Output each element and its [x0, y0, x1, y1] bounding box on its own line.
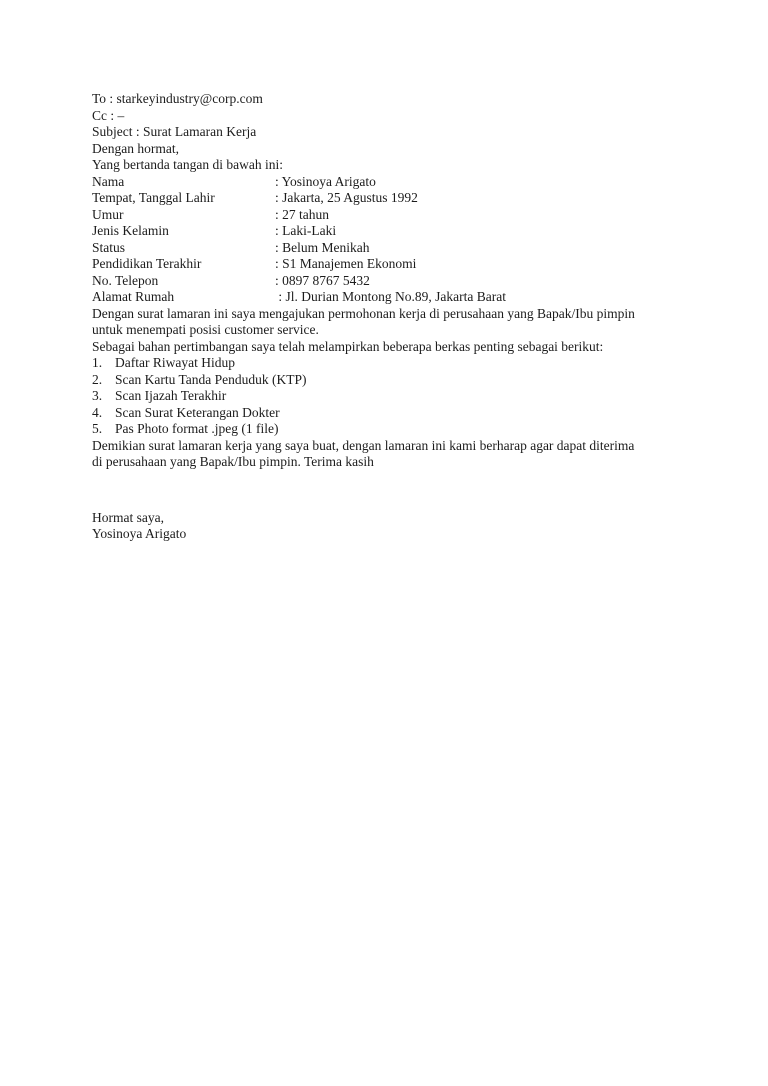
paragraph-line: Dengan surat lamaran ini saya mengajukan permohonan kerja di perusahaan yang Bapak/Ibu pimpin — [92, 305, 635, 321]
salutation: Dengan hormat, — [92, 140, 179, 156]
email-to-line: To : starkeyindustry@corp.com — [92, 91, 263, 106]
field-label: Tempat, Tanggal Lahir — [92, 190, 215, 205]
paragraph-line: untuk menempati posisi customer service. — [92, 322, 319, 337]
field-value: : Laki-Laki — [275, 223, 337, 238]
attachments-list — [92, 355, 668, 438]
email-subject-line: Subject : Surat Lamaran Kerja — [92, 124, 257, 139]
list-item-number: 2. — [92, 371, 103, 387]
list-item-number: 5. — [92, 421, 103, 437]
list-item — [92, 355, 668, 372]
table-row — [92, 289, 668, 306]
list-item-text: Scan Ijazah Terakhir — [115, 388, 227, 404]
signature-name: Yosinoya Arigato — [92, 526, 187, 542]
attachments-intro: Sebagai bahan pertimbangan saya telah melampirkan beberapa berkas penting sebagai berikut: — [92, 338, 604, 354]
field-value: : 27 tahun — [275, 206, 329, 222]
paragraph-line: Demikian surat lamaran kerja yang saya buat, dengan lamaran ini kami berharap agar dapat diterima — [92, 437, 635, 453]
list-item-number: 4. — [92, 404, 103, 420]
signature-salutation: Hormat saya, — [92, 509, 164, 525]
list-item-text: Scan Kartu Tanda Penduduk (KTP) — [115, 371, 307, 387]
field-label: Pendidikan Terakhir — [92, 256, 202, 271]
field-value: : S1 Manajemen Ekonomi — [275, 256, 417, 271]
email-cc-line: Cc : – — [92, 107, 125, 123]
list-item — [92, 372, 668, 389]
field-value: : Yosinoya Arigato — [275, 173, 376, 189]
field-value: : 0897 8767 5432 — [275, 272, 370, 288]
table-row — [92, 207, 668, 224]
field-label: Alamat Rumah — [92, 289, 175, 304]
list-item-text: Scan Surat Keterangan Dokter — [115, 404, 280, 420]
list-item-number: 1. — [92, 355, 103, 370]
intro-line: Yang bertanda tangan di bawah ini: — [92, 157, 283, 172]
personal-data-table — [92, 174, 668, 306]
table-row — [92, 240, 668, 257]
table-row — [92, 174, 668, 191]
list-item-number: 3. — [92, 388, 103, 404]
signature-block — [92, 510, 668, 543]
field-label: Jenis Kelamin — [92, 223, 169, 238]
field-label: Nama — [92, 173, 125, 189]
list-item-text: Pas Photo format .jpeg (1 file) — [115, 421, 279, 437]
field-value: : Belum Menikah — [275, 239, 370, 255]
application-paragraph — [92, 306, 668, 339]
closing-paragraph — [92, 438, 668, 471]
list-item — [92, 388, 668, 405]
field-label: Umur — [92, 206, 124, 222]
list-item-text: Daftar Riwayat Hidup — [115, 355, 235, 370]
field-label: Status — [92, 239, 126, 255]
field-value: : Jl. Durian Montong No.89, Jakarta Barat — [275, 289, 506, 304]
table-row — [92, 256, 668, 273]
paragraph-line: di perusahaan yang Bapak/Ibu pimpin. Terima kasih — [92, 454, 374, 470]
list-item — [92, 421, 668, 438]
field-value: : Jakarta, 25 Agustus 1992 — [275, 190, 418, 205]
list-item — [92, 405, 668, 422]
field-label: No. Telepon — [92, 272, 159, 288]
table-row — [92, 190, 668, 207]
table-row — [92, 273, 668, 290]
table-row — [92, 223, 668, 240]
